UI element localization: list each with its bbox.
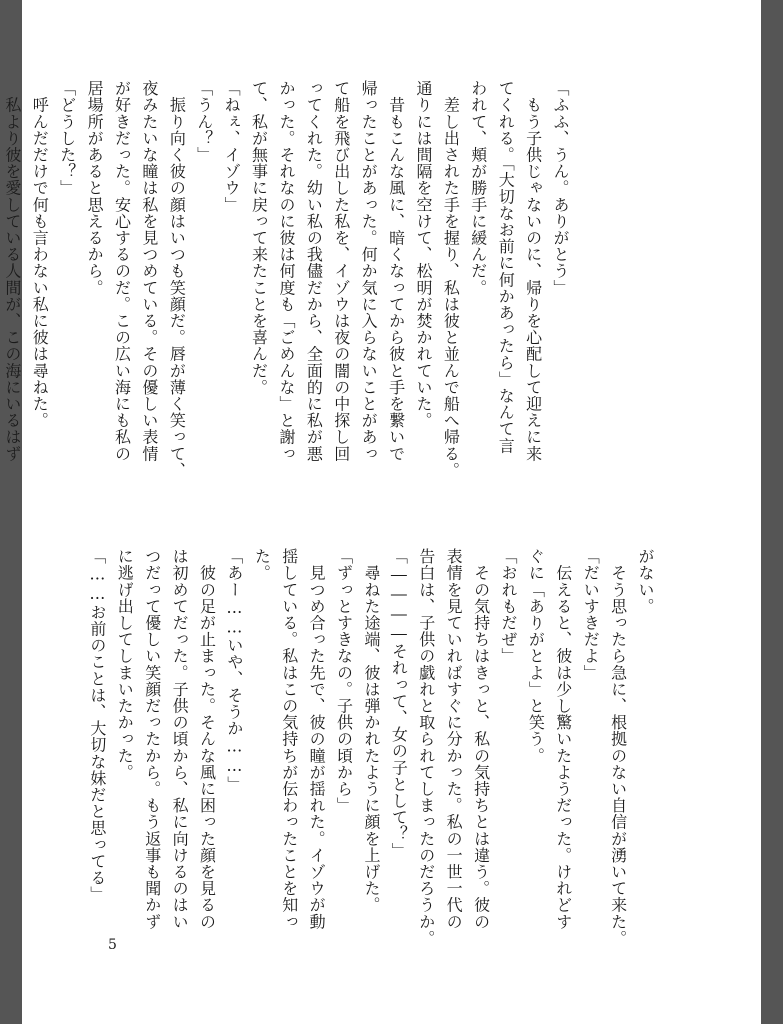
- text-line: は初めてだった。子供の頃から、私に向けるのはい: [170, 548, 190, 930]
- text-line: 昔もこんな風に、暗くなってから彼と手を繋いで: [386, 80, 406, 462]
- text-line: 告白は、子供の戯れと取られてしまったのだろうか。: [416, 548, 436, 947]
- text-line: 見つめ合った先で、彼の瞳が揺れた。イゾウが動: [307, 548, 327, 930]
- text-line: 「ねぇ、イゾウ」: [222, 80, 242, 213]
- text-line: 帰ったことがあった。何か気に入らないことがあっ: [359, 80, 379, 462]
- text-line: 「――――それって、女の子として？」: [389, 548, 409, 859]
- text-line: もう子供じゃないのに、帰りを心配して迎えに来: [523, 80, 543, 462]
- text-line: 「どうした？」: [57, 80, 77, 197]
- text-line: に逃げ出してしまいたかった。: [115, 548, 135, 781]
- text-line: つだって優しい笑顔だったから。もう返事も聞かず: [142, 548, 162, 930]
- text-line: 伝えると、彼は少し驚いたようだった。けれどす: [553, 548, 573, 930]
- text-block-top: [2, 80, 574, 479]
- text-line: 「ふふ、うん。ありがとう」: [551, 80, 570, 296]
- text-line: 表情を見ていればすぐに分かった。私の一世一代の: [444, 548, 464, 930]
- text-line: 尋ねた途端、彼は弾かれたように顔を上げた。: [361, 548, 381, 914]
- text-line: ってくれた。幼い私の我儘だから、全面的に私が悪: [304, 80, 324, 462]
- text-line: が好きだった。安心するのだ。この広い海にも私の: [112, 80, 132, 462]
- text-line: 呼んだだけで何も言わない私に彼は尋ねた。: [30, 80, 50, 429]
- text-line: かった。それなのに彼は何度も「ごめんな」と謝っ: [276, 80, 296, 462]
- text-line: そう思ったら急に、根拠のない自信が湧いて来た。: [608, 548, 628, 947]
- text-line: 揺している。私はこの気持ちが伝わったことを知っ: [279, 548, 299, 930]
- text-line: 通りには間隔を空けて、松明が焚かれていた。: [413, 80, 433, 429]
- text-line: て、私が無事に戻って来たことを喜んだ。: [249, 80, 269, 396]
- text-line: がない。: [636, 548, 655, 615]
- text-line: 「ずっとすきなの。子供の頃から」: [334, 548, 354, 814]
- text-line: 夜みたいな瞳は私を見つめている。その優しい表情: [139, 80, 159, 462]
- text-line: 「おれもだぜ」: [498, 548, 518, 665]
- text-line: ぐに「ありがとよ」と笑う。: [526, 548, 546, 764]
- text-line: 差し出された手を握り、私は彼と並んで船へ帰る。: [441, 80, 461, 479]
- text-line: 振り向く彼の顔はいつも笑顔だ。唇が薄く笑って、: [167, 80, 187, 479]
- text-line: 「うん？」: [194, 80, 214, 163]
- text-line: 「あー……いや、そうか……」: [224, 548, 244, 793]
- text-line: 「……お前のことは、大切な妹だと思ってる」: [87, 548, 107, 903]
- text-line: て船を飛び出した私を、イゾウは夜の闇の中探し回: [331, 80, 351, 462]
- text-block-bottom: [87, 548, 659, 947]
- text-line: 彼の足が止まった。そんな風に困った顔を見るの: [197, 548, 217, 930]
- text-line: 私より彼を愛している人間が、この海にいるはず: [2, 80, 22, 462]
- text-line: われて、頬が勝手に緩んだ。: [468, 80, 488, 296]
- text-line: その気持ちはきっと、私の気持ちとは違う。彼の: [471, 548, 491, 930]
- document-page: [2, 0, 761, 1024]
- page-number: 5: [108, 937, 117, 953]
- text-line: 居場所があると思えるから。: [85, 80, 105, 296]
- text-line: てくれる。「大切なお前に何かあったら」なんて言: [496, 80, 516, 454]
- text-line: 「だいすきだよ」: [581, 548, 601, 681]
- text-line: た。: [252, 548, 272, 582]
